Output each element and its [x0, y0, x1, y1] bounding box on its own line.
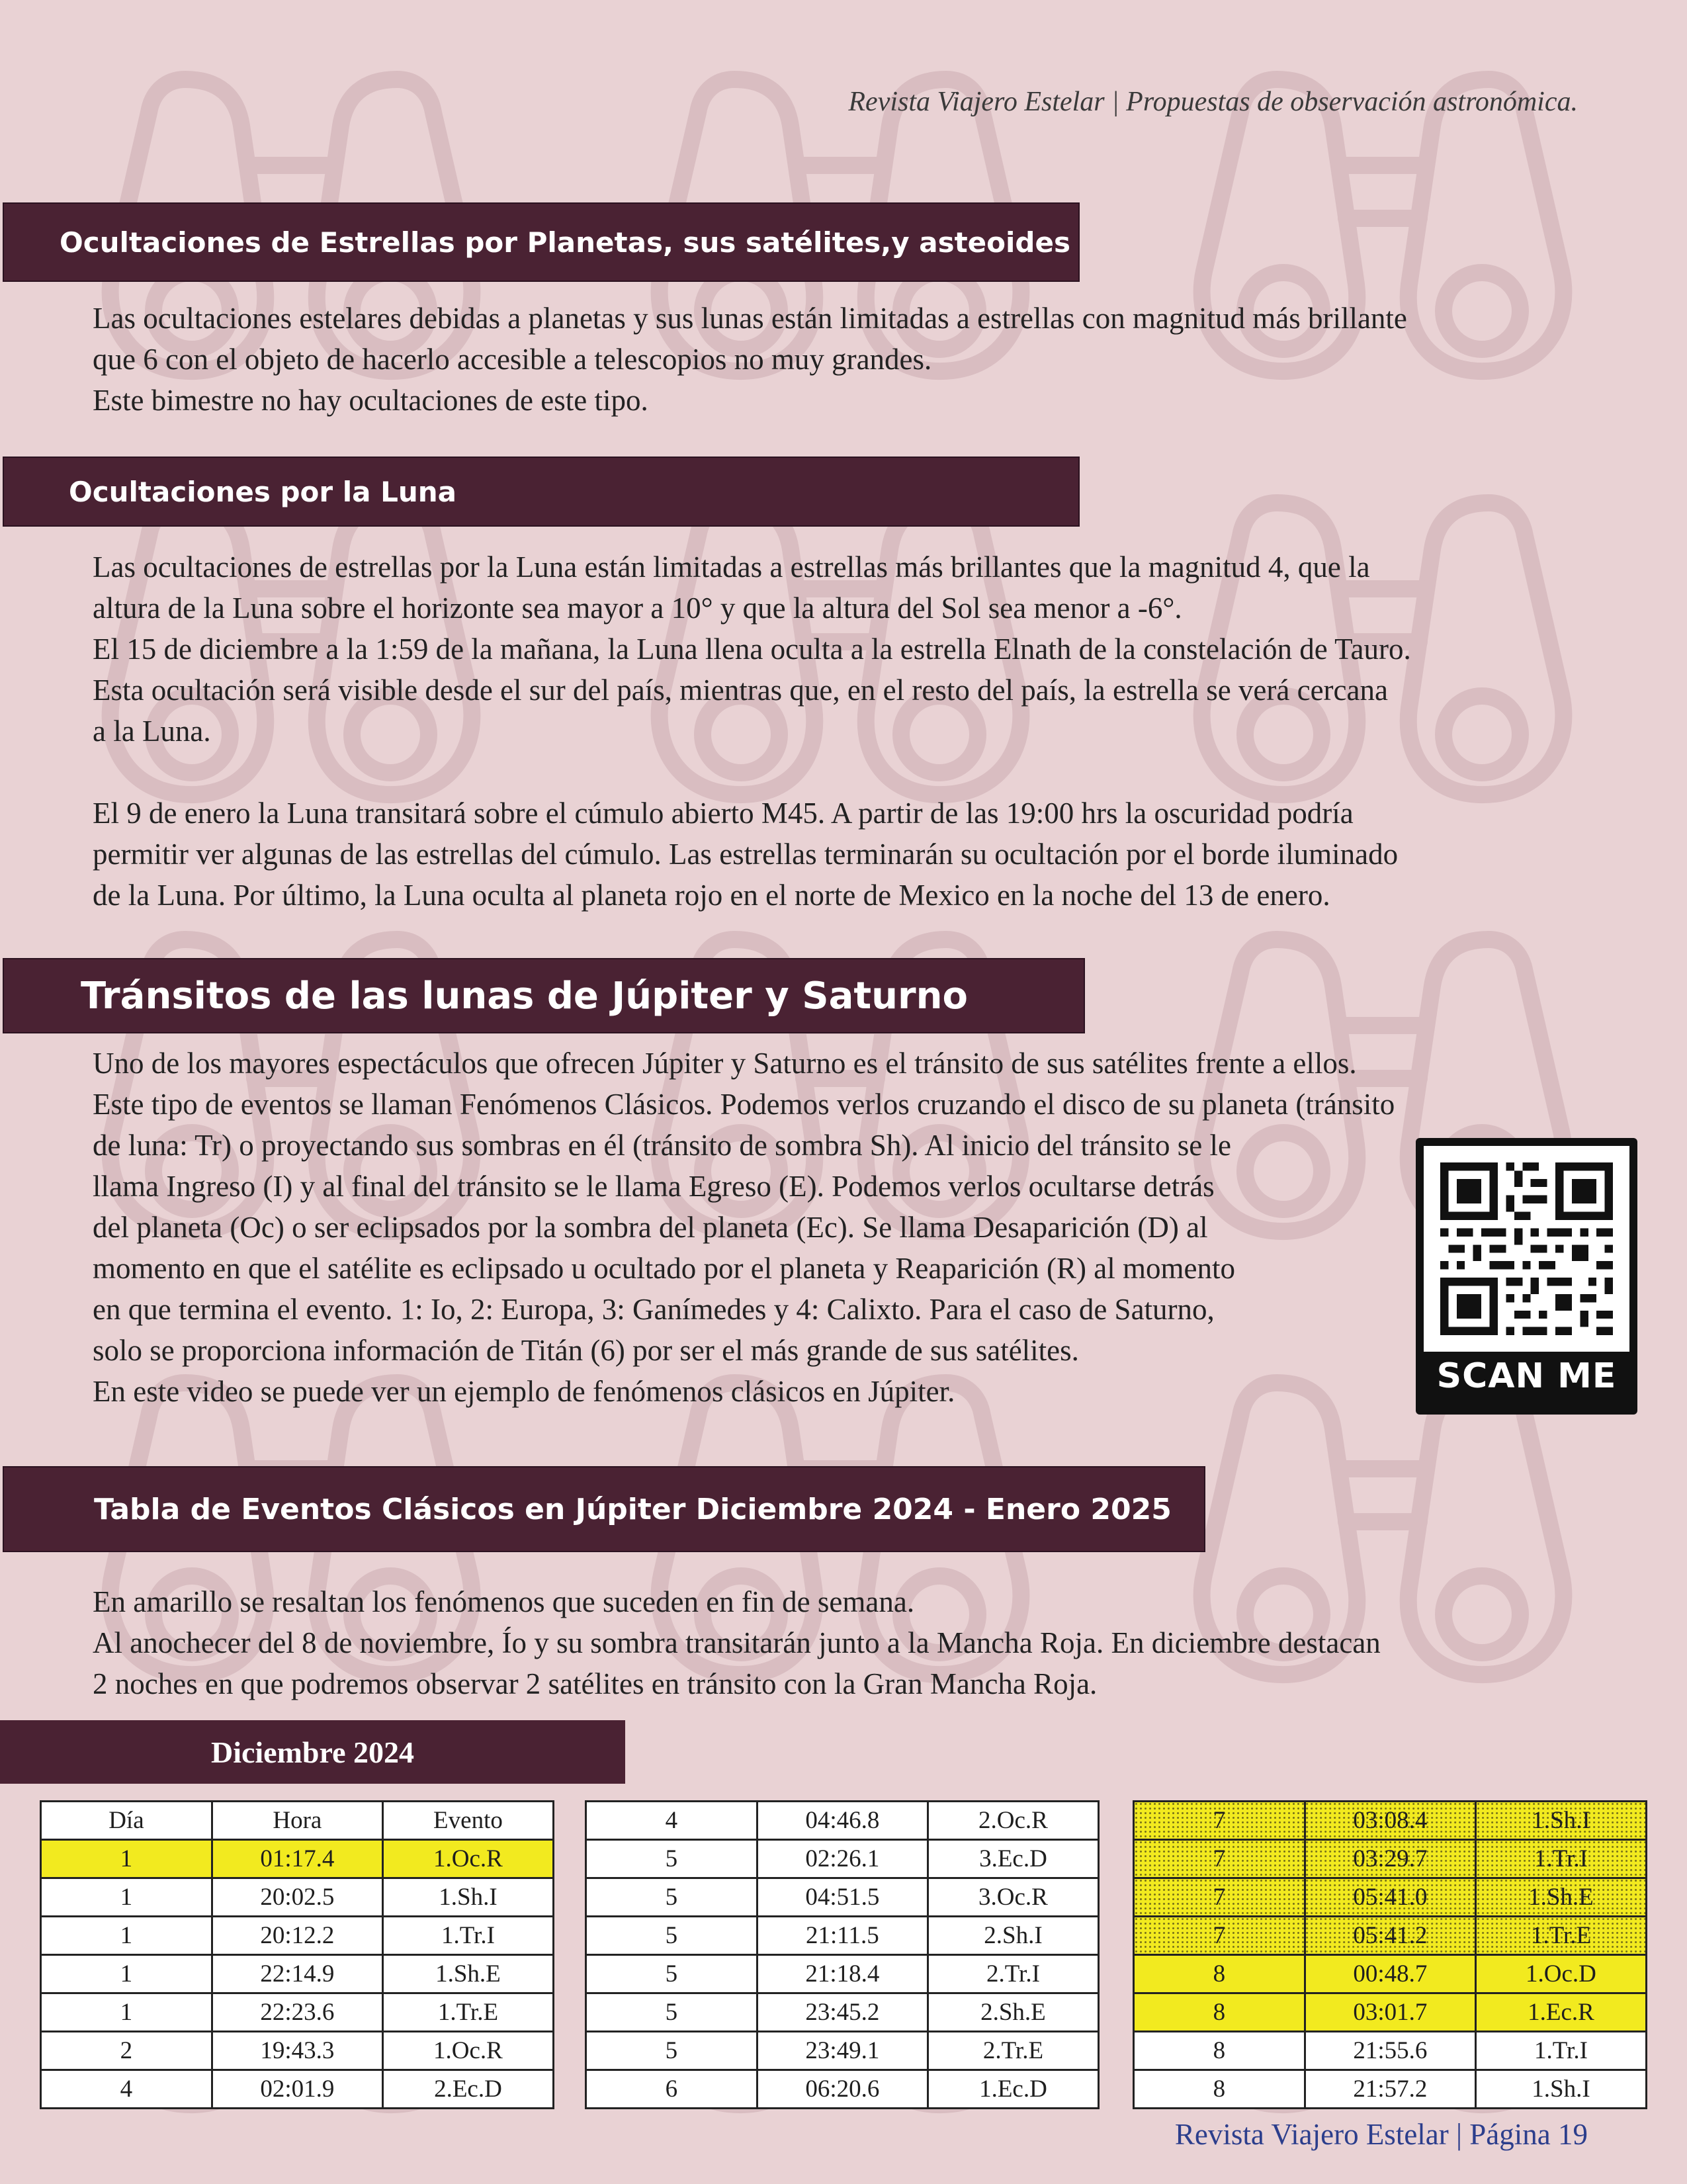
cell-event: 2.Ec.D	[382, 2070, 553, 2109]
month-title: Diciembre 2024	[210, 1735, 415, 1769]
cell-event: 1.Sh.E	[382, 1955, 553, 1993]
table-row	[586, 2032, 1099, 2070]
cell-day: 5	[586, 1955, 757, 1993]
cell-day: 8	[1134, 1993, 1305, 2032]
cell-time: 03:01.7	[1305, 1993, 1475, 2032]
text-line: Al anochecer del 8 de noviembre, Ío y su sombra transitarán junto a la Mancha Roja. En diciembre destacan	[93, 1626, 1381, 1659]
cell-event: 1.Tr.I	[1475, 2032, 1646, 2070]
cell-time: 21:18.4	[757, 1955, 928, 1993]
table-row	[1134, 1955, 1647, 1993]
table-row	[1134, 2070, 1647, 2109]
text-line: llama Ingreso (I) y al final del tránsito se le llama Egreso (E). Podemos verlos ocultarse detrás	[93, 1170, 1215, 1203]
section-title: Ocultaciones de Estrellas por Planetas, sus satélites,y asteoides	[60, 226, 1070, 259]
text-line: Las ocultaciones de estrellas por la Luna están limitadas a estrellas más brillantes que la magnitud 4, que la	[93, 550, 1370, 584]
text-line: solo se proporciona información de Titán (6) por ser el más grande de sus satélites.	[93, 1334, 1079, 1367]
events-table-3	[1133, 1800, 1647, 2109]
cell-day: 5	[586, 1993, 757, 2032]
scan-me-label: SCAN ME	[1436, 1356, 1617, 1396]
section-title: Ocultaciones por la Luna	[69, 475, 456, 508]
cell-time: 00:48.7	[1305, 1955, 1475, 1993]
cell-time: 21:55.6	[1305, 2032, 1475, 2070]
text-line: a la Luna.	[93, 715, 211, 748]
cell-day: 7	[1134, 1840, 1305, 1878]
text-line: en que termina el evento. 1: Io, 2: Europa, 3: Ganímedes y 4: Calixto. Para el caso de Saturno,	[93, 1293, 1215, 1326]
cell-day: 6	[586, 2070, 757, 2109]
table-row	[41, 1840, 554, 1878]
cell-day: 1	[41, 1878, 212, 1917]
cell-event: 1.Oc.D	[1475, 1955, 1646, 1993]
cell-event: 1.Tr.I	[382, 1917, 553, 1955]
table-row	[41, 2032, 554, 2070]
page-footer: Revista Viajero Estelar | Página 19	[1174, 2118, 1588, 2151]
cell-event: 1.Sh.E	[1475, 1878, 1646, 1917]
text-line: de la Luna. Por último, la Luna oculta al planeta rojo en el norte de Mexico en la noche del 13 de enero.	[93, 879, 1330, 912]
cell-day: 5	[586, 1840, 757, 1878]
cell-event: 1.Oc.R	[382, 2032, 553, 2070]
cell-event: 2.Sh.E	[928, 1993, 1098, 2032]
events-table-2	[585, 1800, 1100, 2109]
table-row	[41, 1917, 554, 1955]
cell-event: 1.Ec.D	[928, 2070, 1098, 2109]
text-line: Uno de los mayores espectáculos que ofrecen Júpiter y Saturno es el tránsito de sus satélites frente a ellos.	[93, 1047, 1357, 1080]
cell-event: 2.Oc.R	[928, 1802, 1098, 1840]
cell-day: 1	[41, 1840, 212, 1878]
cell-time: 22:14.9	[212, 1955, 382, 1993]
cell-event: 2.Tr.I	[928, 1955, 1098, 1993]
section-title: Tabla de Eventos Clásicos en Júpiter Diciembre 2024 - Enero 2025	[94, 1492, 1172, 1526]
cell-day: 5	[586, 1917, 757, 1955]
moon-transits-text	[93, 1043, 1588, 1412]
cell-event: 1.Oc.R	[382, 1840, 553, 1878]
section-banner-planet-occultations	[3, 202, 1080, 282]
cell-day: 5	[586, 1878, 757, 1917]
cell-event: 1.Ec.R	[1475, 1993, 1646, 2032]
cell-event: 2.Sh.I	[928, 1917, 1098, 1955]
cell-event: 1.Tr.E	[382, 1993, 553, 2032]
cell-day: 4	[41, 2070, 212, 2109]
cell-time: 20:12.2	[212, 1917, 382, 1955]
text-line: permitir ver algunas de las estrellas del cúmulo. Las estrellas terminarán su ocultación por el borde iluminado	[93, 838, 1399, 871]
section-title: Tránsitos de las lunas de Júpiter y Saturno	[81, 974, 968, 1018]
cell-day: 8	[1134, 2032, 1305, 2070]
section-banner-moon-occultations	[3, 457, 1080, 527]
cell-day: 7	[1134, 1878, 1305, 1917]
cell-time: 04:46.8	[757, 1802, 928, 1840]
month-banner	[0, 1720, 625, 1784]
header-event: Evento	[382, 1802, 553, 1840]
cell-time: 05:41.0	[1305, 1878, 1475, 1917]
text-line: Este tipo de eventos se llaman Fenómenos Clásicos. Podemos verlos cruzando el disco de su planeta (tránsito	[93, 1088, 1395, 1121]
events-table-1	[40, 1800, 554, 2109]
cell-event: 3.Oc.R	[928, 1878, 1098, 1917]
text-line: En este video se puede ver un ejemplo de fenómenos clásicos en Júpiter.	[93, 1375, 955, 1408]
header-day: Día	[41, 1802, 212, 1840]
cell-event: 3.Ec.D	[928, 1840, 1098, 1878]
cell-time: 06:20.6	[757, 2070, 928, 2109]
text-line: Las ocultaciones estelares debidas a planetas y sus lunas están limitadas a estrellas con magnitud más brillante	[93, 302, 1407, 335]
cell-day: 8	[1134, 1955, 1305, 1993]
cell-event: 1.Sh.I	[1475, 1802, 1646, 1840]
table-row	[586, 1802, 1099, 1840]
text-line: del planeta (Oc) o ser eclipsados por la sombra del planeta (Ec). Se llama Desaparición (D) al	[93, 1211, 1208, 1244]
cell-time: 04:51.5	[757, 1878, 928, 1917]
text-line: El 15 de diciembre a la 1:59 de la mañana, la Luna llena oculta a la estrella Elnath de la constelación de Tauro.	[93, 633, 1411, 666]
table-row	[41, 1878, 554, 1917]
table-row	[586, 2070, 1099, 2109]
table-header-row	[41, 1802, 554, 1840]
cell-time: 03:08.4	[1305, 1802, 1475, 1840]
text-line: que 6 con el objeto de hacerlo accesible a telescopios no muy grandes.	[93, 343, 932, 376]
cell-time: 21:57.2	[1305, 2070, 1475, 2109]
cell-day: 7	[1134, 1802, 1305, 1840]
table-row	[586, 1917, 1099, 1955]
cell-time: 19:43.3	[212, 2032, 382, 2070]
table-row	[1134, 1993, 1647, 2032]
cell-time: 23:45.2	[757, 1993, 928, 2032]
cell-day: 8	[1134, 2070, 1305, 2109]
text-line: Este bimestre no hay ocultaciones de este tipo.	[93, 384, 648, 417]
cell-time: 21:11.5	[757, 1917, 928, 1955]
qr-code-video-link[interactable]	[1416, 1138, 1637, 1415]
table-row	[1134, 1840, 1647, 1878]
table-row	[586, 1840, 1099, 1878]
table-row	[41, 1955, 554, 1993]
text-line: 2 noches en que podremos observar 2 satélites en tránsito con la Gran Mancha Roja.	[93, 1667, 1098, 1700]
qr-code-icon	[1424, 1146, 1629, 1352]
cell-time: 20:02.5	[212, 1878, 382, 1917]
cell-event: 1.Tr.I	[1475, 1840, 1646, 1878]
moon-occultations-text	[93, 546, 1588, 916]
section-banner-events-table	[3, 1466, 1205, 1552]
cell-time: 23:49.1	[757, 2032, 928, 2070]
cell-time: 01:17.4	[212, 1840, 382, 1878]
cell-time: 02:26.1	[757, 1840, 928, 1878]
table-row	[1134, 1802, 1647, 1840]
cell-time: 05:41.2	[1305, 1917, 1475, 1955]
cell-time: 22:23.6	[212, 1993, 382, 2032]
cell-time: 02:01.9	[212, 2070, 382, 2109]
header-time: Hora	[212, 1802, 382, 1840]
cell-event: 1.Sh.I	[382, 1878, 553, 1917]
cell-day: 2	[41, 2032, 212, 2070]
cell-day: 1	[41, 1993, 212, 2032]
cell-day: 1	[41, 1955, 212, 1993]
text-line	[93, 752, 1588, 793]
table-row	[1134, 1917, 1647, 1955]
cell-day: 1	[41, 1917, 212, 1955]
table-row	[41, 2070, 554, 2109]
text-line: En amarillo se resaltan los fenómenos que suceden en fin de semana.	[93, 1585, 915, 1618]
table-row	[586, 1878, 1099, 1917]
events-table-intro	[93, 1581, 1588, 1704]
table-row	[41, 1993, 554, 2032]
table-row	[586, 1955, 1099, 1993]
cell-event: 1.Tr.E	[1475, 1917, 1646, 1955]
section-banner-moon-transits	[3, 958, 1085, 1033]
text-line: altura de la Luna sobre el horizonte sea mayor a 10° y que la altura del Sol sea menor a -6°.	[93, 591, 1182, 625]
cell-day: 7	[1134, 1917, 1305, 1955]
text-line: momento en que el satélite es eclipsado u ocultado por el planeta y Reaparición (R) al momento	[93, 1252, 1235, 1285]
running-head: Revista Viajero Estelar | Propuestas de observación astronómica.	[848, 87, 1578, 117]
table-row	[1134, 2032, 1647, 2070]
table-row	[1134, 1878, 1647, 1917]
cell-day: 4	[586, 1802, 757, 1840]
text-line: de luna: Tr) o proyectando sus sombras en él (tránsito de sombra Sh). Al inicio del tránsito se le	[93, 1129, 1231, 1162]
cell-day: 5	[586, 2032, 757, 2070]
text-line: Esta ocultación será visible desde el sur del país, mientras que, en el resto del país, la estrella se verá cercana	[93, 674, 1388, 707]
cell-event: 1.Sh.I	[1475, 2070, 1646, 2109]
cell-time: 03:29.7	[1305, 1840, 1475, 1878]
text-line: El 9 de enero la Luna transitará sobre el cúmulo abierto M45. A partir de las 19:00 hrs la oscuridad podría	[93, 797, 1354, 830]
table-row	[586, 1993, 1099, 2032]
cell-event: 2.Tr.E	[928, 2032, 1098, 2070]
planet-occultations-text	[93, 298, 1588, 421]
